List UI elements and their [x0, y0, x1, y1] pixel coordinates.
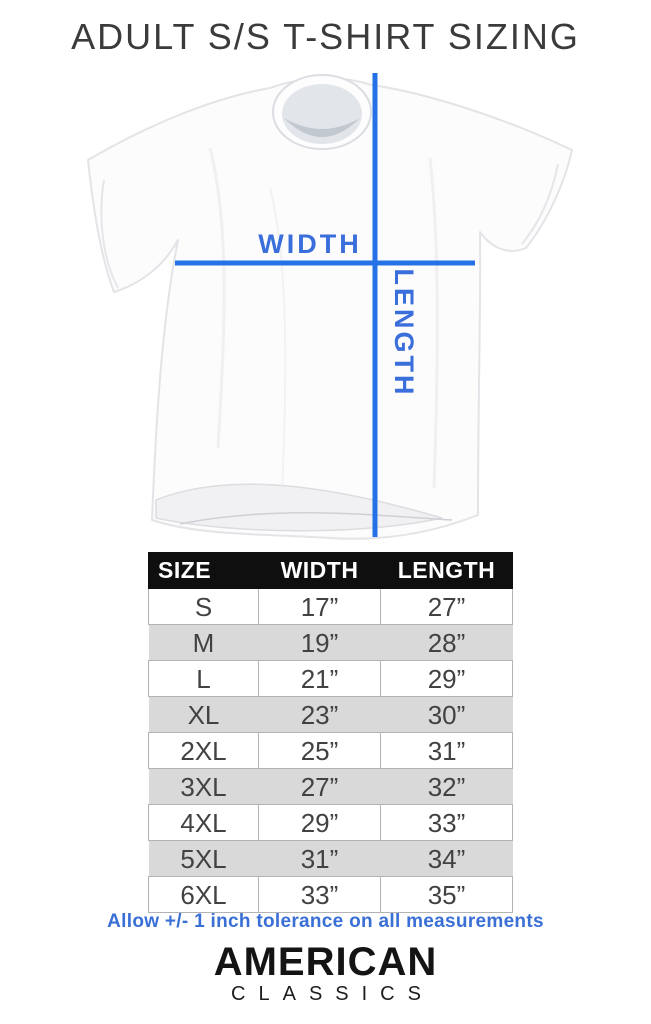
brand-logo-line1: AMERICAN [213, 940, 438, 984]
size-table [148, 552, 513, 913]
length-cell: 32” [381, 769, 513, 805]
table-row [149, 769, 513, 805]
page-title: ADULT S/S T-SHIRT SIZING [71, 16, 580, 57]
size-cell: 6XL [149, 877, 259, 913]
table-row [149, 697, 513, 733]
length-cell: 28” [381, 625, 513, 661]
width-cell: 21” [259, 661, 381, 697]
table-row [149, 733, 513, 769]
size-cell: 5XL [149, 841, 259, 877]
length-cell: 31” [381, 733, 513, 769]
table-row [149, 805, 513, 841]
table-header-row [149, 553, 513, 589]
table-row [149, 661, 513, 697]
size-cell: M [149, 625, 259, 661]
tshirt-diagram [60, 68, 590, 550]
length-measure-label: LENGTH [389, 268, 419, 398]
size-cell: 4XL [149, 805, 259, 841]
table-row [149, 841, 513, 877]
width-cell: 33” [259, 877, 381, 913]
tolerance-note: Allow +/- 1 inch tolerance on all measurements [107, 911, 544, 932]
length-cell: 33” [381, 805, 513, 841]
length-cell: 34” [381, 841, 513, 877]
table-row [149, 625, 513, 661]
brand-logo-line2: CLASSICS [231, 983, 434, 1005]
size-cell: XL [149, 697, 259, 733]
width-cell: 31” [259, 841, 381, 877]
width-cell: 27” [259, 769, 381, 805]
width-cell: 23” [259, 697, 381, 733]
length-cell: 27” [381, 589, 513, 625]
size-cell: S [149, 589, 259, 625]
width-cell: 19” [259, 625, 381, 661]
size-cell: 2XL [149, 733, 259, 769]
column-header-length: LENGTH [381, 553, 513, 589]
width-measure-label: WIDTH [258, 229, 362, 259]
table-row [149, 589, 513, 625]
width-cell: 29” [259, 805, 381, 841]
table-row [149, 877, 513, 913]
column-header-width: WIDTH [259, 553, 381, 589]
length-cell: 29” [381, 661, 513, 697]
width-cell: 17” [259, 589, 381, 625]
brand-logo [0, 941, 651, 1005]
width-cell: 25” [259, 733, 381, 769]
length-cell: 35” [381, 877, 513, 913]
length-cell: 30” [381, 697, 513, 733]
size-cell: L [149, 661, 259, 697]
size-cell: 3XL [149, 769, 259, 805]
column-header-size: SIZE [149, 553, 259, 589]
